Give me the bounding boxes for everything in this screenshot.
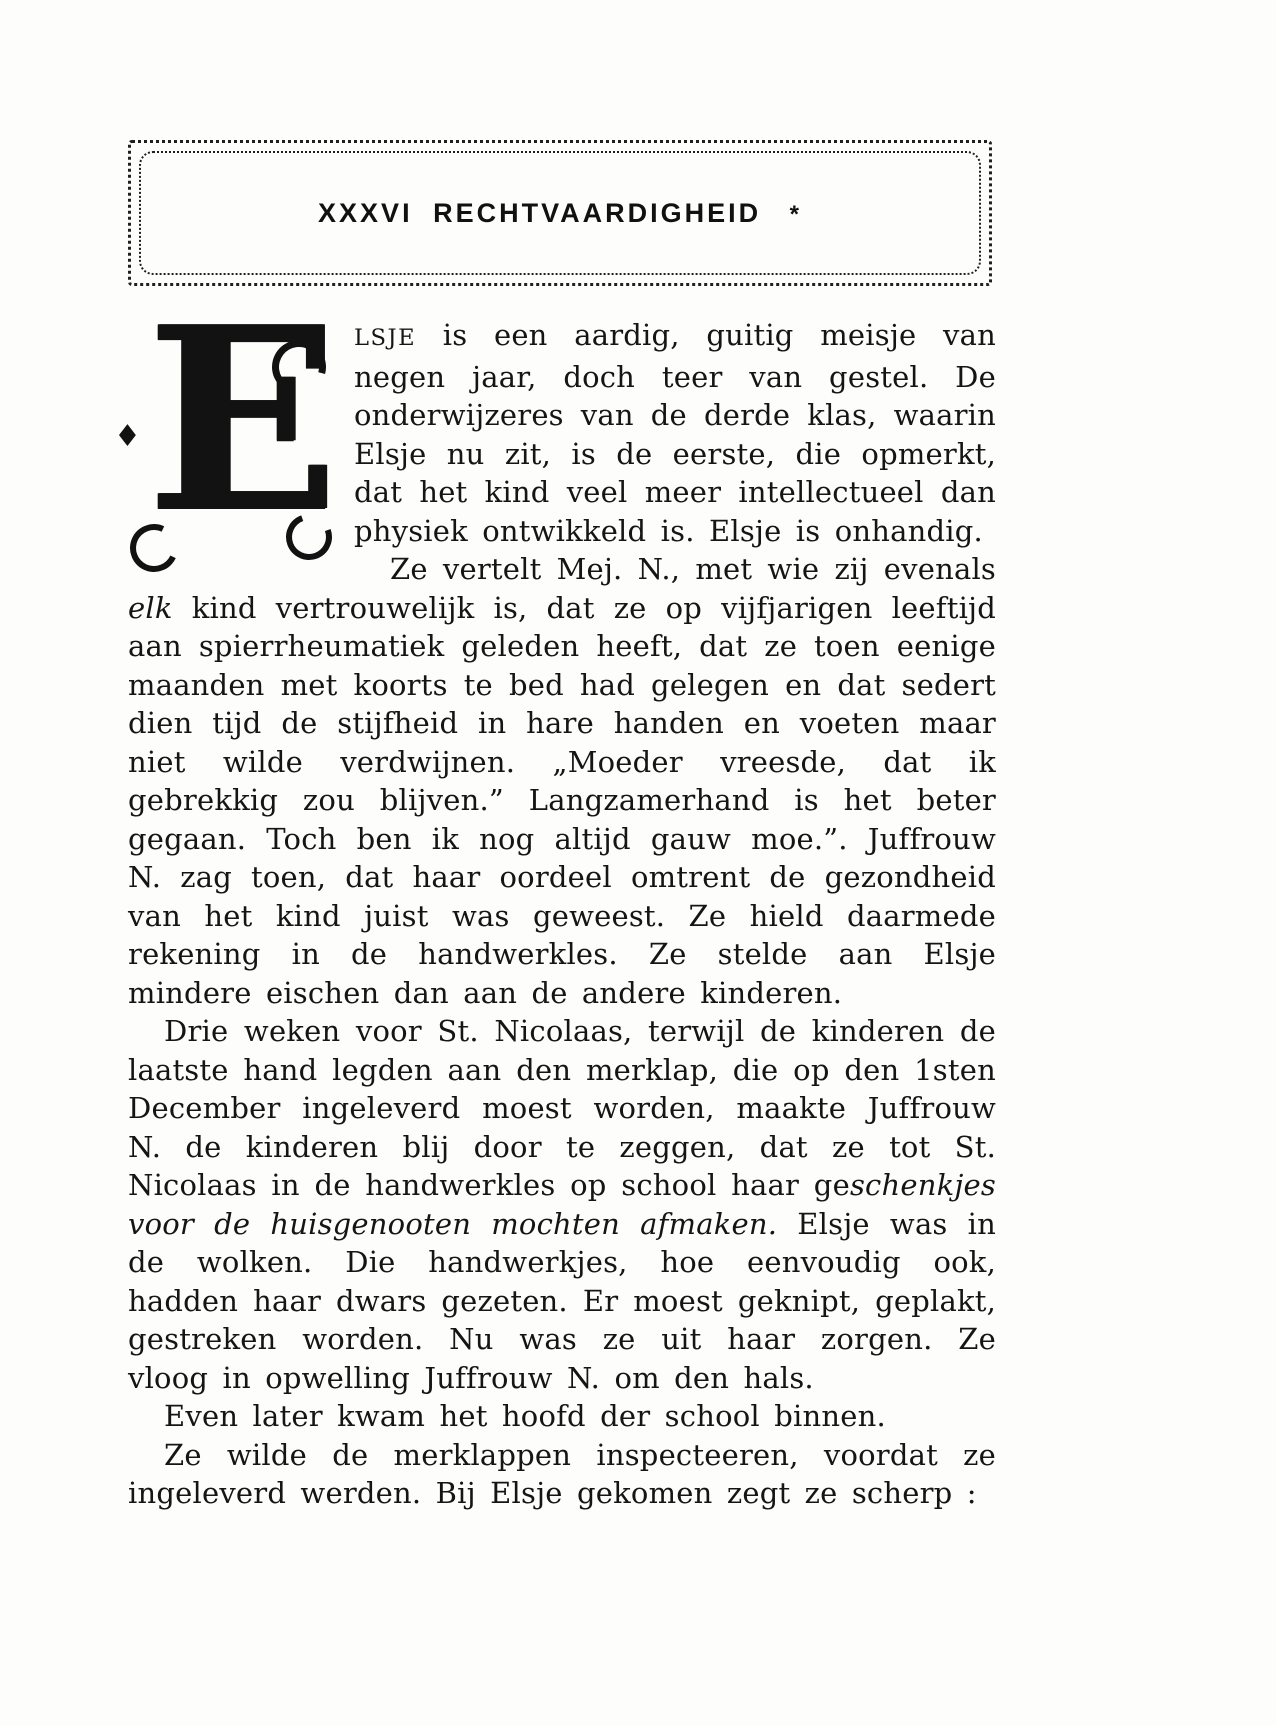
text-segment: kind vertrouwelijk is, dat ze op vijfjarigen leeftijd aan spierrheumatiek geleden heeft, dat ze toen eenige maanden met koorts te bed had gelegen en dat sedert dien tijd de stijfheid in hare handen en voeten maar niet wilde verdwijnen. „Moeder vreesde, dat ik gebrekkig zou blijven.” Langzamerhand is het beter gegaan. Toch ben ik nog altijd gauw moe.”. Juffrouw N. zag toen, dat haar oordeel omtrent de gezondheid van het kind juist was geweest. Ze hield daarmede rekening in de handwerkles. Ze stelde aan Elsje mindere eischen dan aan de andere kinderen.	[128, 590, 996, 1010]
text-segment: is een aardig, guitig meisje van negen jaar, doch teer van gestel. De onderwijzeres van de derde klas, waarin Elsje nu zit, is de eerste, die opmerkt, dat het kind veel meer intellectueel dan physiek ontwikkeld is. Elsje is onhandig.	[354, 318, 996, 548]
chapter-heading-inner-frame	[139, 151, 981, 275]
article-body	[128, 272, 996, 1513]
ornamental-dropcap	[128, 272, 339, 574]
text-segment: schenkjes voor de huisgenooten mochten afmaken.	[128, 1168, 996, 1241]
text-segment: Ze vertelt Mej. N., met wie zij evenals	[390, 552, 996, 586]
text-segment: LSJE	[354, 325, 417, 351]
paragraph	[128, 1436, 996, 1513]
paragraph	[128, 1012, 996, 1397]
chapter-footnote-mark: *	[789, 200, 802, 228]
paragraph	[128, 550, 996, 1012]
text-segment: Drie weken voor St. Nicolaas, terwijl de kinderen de laatste hand legden aan den merklap, die op den 1sten December ingeleverd moest worden, maakte Juffrouw N. de kinderen blij door te zeggen, dat ze tot St. Nicolaas in de handwerkles op school haar ge	[128, 1014, 996, 1202]
chapter-number: XXXVI	[318, 197, 413, 228]
text-segment: Even later kwam het hoofd der school binnen.	[164, 1399, 886, 1433]
dropcap-letter: E	[146, 272, 339, 568]
text-segment: Ze wilde de merklappen inspecteeren, voordat ze ingeleverd werden. Bij Elsje gekomen zegt ze scherp :	[128, 1437, 996, 1510]
text-segment: elk	[128, 590, 173, 625]
chapter-title: RECHTVAARDIGHEID	[433, 197, 762, 228]
paragraph	[128, 1397, 996, 1436]
chapter-heading-frame	[128, 140, 992, 286]
chapter-heading	[318, 198, 802, 229]
text-segment: Elsje was in de wolken. Die handwerkjes, hoe eenvoudig ook, hadden haar dwars gezeten. Er moest geknipt, geplakt, gestreken worden. Nu was ze uit haar zorgen. Ze vloog in opwelling Juffrouw N. om den hals.	[128, 1206, 996, 1395]
